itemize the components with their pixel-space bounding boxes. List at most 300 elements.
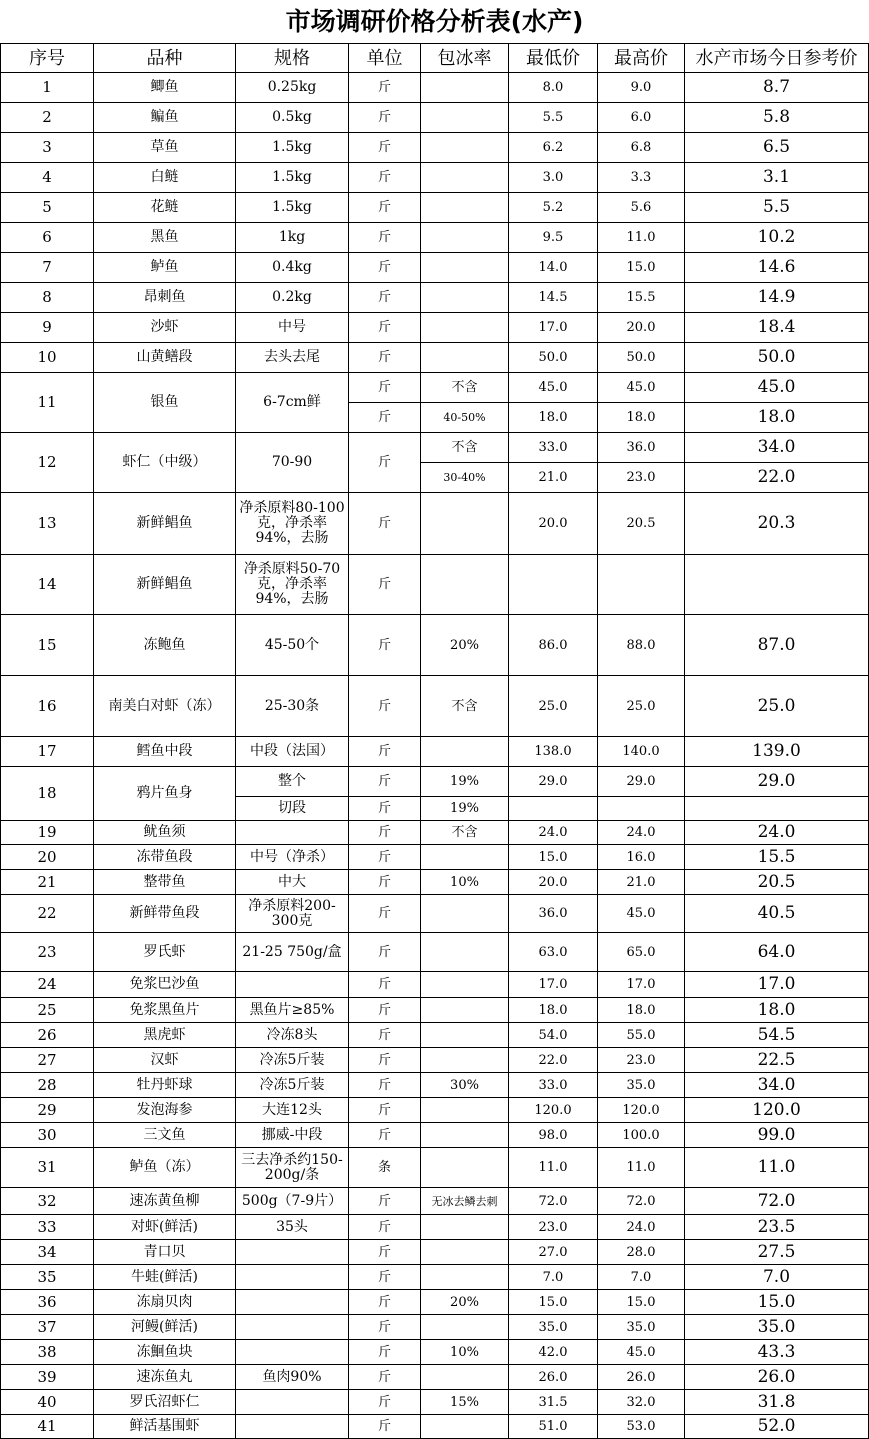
- spec-cell: [236, 821, 349, 845]
- ice-rate-cell: [421, 193, 509, 223]
- table-row: [1, 1188, 869, 1215]
- seq-cell: 10: [1, 343, 94, 373]
- max-price-cell: 11.0: [598, 223, 685, 253]
- max-price-cell: 17.0: [598, 972, 685, 998]
- header-unit: 单位: [349, 44, 421, 73]
- ice-rate-cell: [421, 1365, 509, 1390]
- spec-cell: 冷冻5斤装: [236, 1073, 349, 1098]
- ice-rate-cell: [421, 1123, 509, 1148]
- unit-cell: 斤: [349, 163, 421, 193]
- variety-cell: 鲈鱼: [94, 253, 236, 283]
- variety-cell: 青口贝: [94, 1240, 236, 1265]
- spec-cell: 净杀原料50-70克，净杀率94%，去肠: [236, 555, 349, 615]
- table-row: [1, 373, 869, 403]
- header-ref-price: 水产市场今日参考价: [685, 44, 869, 73]
- unit-cell: 斤: [349, 403, 421, 433]
- ice-rate-cell: [421, 493, 509, 555]
- unit-cell: 斤: [349, 1365, 421, 1390]
- spec-cell: 1.5kg: [236, 193, 349, 223]
- unit-cell: 斤: [349, 821, 421, 845]
- max-price-cell: 16.0: [598, 845, 685, 870]
- ref-price-cell: 40.5: [685, 895, 869, 933]
- ref-price-cell: 43.3: [685, 1340, 869, 1365]
- ref-price-cell: 7.0: [685, 1265, 869, 1290]
- min-price-cell: 33.0: [509, 433, 598, 463]
- spec-cell: 冷冻5斤装: [236, 1048, 349, 1073]
- min-price-cell: 20.0: [509, 870, 598, 895]
- ref-price-cell: 5.5: [685, 193, 869, 223]
- max-price-cell: 3.3: [598, 163, 685, 193]
- max-price-cell: 20.0: [598, 313, 685, 343]
- ice-rate-cell: [421, 1240, 509, 1265]
- ice-rate-cell: [421, 1023, 509, 1048]
- seq-cell: 33: [1, 1215, 94, 1240]
- unit-cell: 条: [349, 1148, 421, 1188]
- min-price-cell: 36.0: [509, 895, 598, 933]
- table-row: [1, 223, 869, 253]
- variety-cell: 罗氏沼虾仁: [94, 1390, 236, 1415]
- unit-cell: 斤: [349, 895, 421, 933]
- unit-cell: 斤: [349, 933, 421, 972]
- ice-rate-cell: [421, 253, 509, 283]
- min-price-cell: 33.0: [509, 1073, 598, 1098]
- min-price-cell: 120.0: [509, 1098, 598, 1123]
- table-row: [1, 313, 869, 343]
- seq-cell: 41: [1, 1415, 94, 1439]
- ice-rate-cell: [421, 895, 509, 933]
- seq-cell: 19: [1, 821, 94, 845]
- ice-rate-cell: 10%: [421, 1340, 509, 1365]
- ice-rate-cell: [421, 555, 509, 615]
- min-price-cell: 50.0: [509, 343, 598, 373]
- spec-cell: 挪威-中段: [236, 1123, 349, 1148]
- seq-cell: 28: [1, 1073, 94, 1098]
- ice-rate-cell: 不含: [421, 676, 509, 737]
- ref-price-cell: 31.8: [685, 1390, 869, 1415]
- seq-cell: 15: [1, 615, 94, 676]
- variety-cell: 银鱼: [94, 373, 236, 433]
- variety-cell: 免浆黑鱼片: [94, 998, 236, 1023]
- ref-price-cell: 15.0: [685, 1290, 869, 1315]
- spec-cell: [236, 1315, 349, 1340]
- variety-cell: 沙虾: [94, 313, 236, 343]
- table-row: [1, 555, 869, 615]
- max-price-cell: 11.0: [598, 1148, 685, 1188]
- min-price-cell: 86.0: [509, 615, 598, 676]
- ice-rate-cell: [421, 313, 509, 343]
- ice-rate-cell: 10%: [421, 870, 509, 895]
- max-price-cell: 15.5: [598, 283, 685, 313]
- table-row: [1, 615, 869, 676]
- ref-price-cell: 54.5: [685, 1023, 869, 1048]
- spec-cell: 25-30条: [236, 676, 349, 737]
- min-price-cell: 14.5: [509, 283, 598, 313]
- table-row: [1, 433, 869, 463]
- ice-rate-cell: [421, 223, 509, 253]
- spec-cell: 0.2kg: [236, 283, 349, 313]
- ice-rate-cell: [421, 133, 509, 163]
- variety-cell: 鲜活基围虾: [94, 1415, 236, 1439]
- max-price-cell: 55.0: [598, 1023, 685, 1048]
- ice-rate-cell: [421, 163, 509, 193]
- spec-cell: 大连12头: [236, 1098, 349, 1123]
- unit-cell: 斤: [349, 1098, 421, 1123]
- ref-price-cell: 11.0: [685, 1148, 869, 1188]
- seq-cell: 35: [1, 1265, 94, 1290]
- min-price-cell: 6.2: [509, 133, 598, 163]
- table-row: [1, 1290, 869, 1315]
- variety-cell: 冻带鱼段: [94, 845, 236, 870]
- ref-price-cell: 27.5: [685, 1240, 869, 1265]
- ref-price-cell: 34.0: [685, 1073, 869, 1098]
- spec-cell: [236, 1390, 349, 1415]
- unit-cell: 斤: [349, 1315, 421, 1340]
- max-price-cell: 45.0: [598, 1340, 685, 1365]
- ref-price-cell: [685, 797, 869, 821]
- spec-cell: [236, 1415, 349, 1439]
- table-row: [1, 1390, 869, 1415]
- spec-cell: 净杀原料200-300克: [236, 895, 349, 933]
- unit-cell: 斤: [349, 73, 421, 103]
- table-row: [1, 343, 869, 373]
- ref-price-cell: 50.0: [685, 343, 869, 373]
- max-price-cell: 23.0: [598, 1048, 685, 1073]
- spec-cell: [236, 1240, 349, 1265]
- unit-cell: 斤: [349, 493, 421, 555]
- max-price-cell: 100.0: [598, 1123, 685, 1148]
- spec-cell: 1kg: [236, 223, 349, 253]
- unit-cell: 斤: [349, 103, 421, 133]
- ref-price-cell: 24.0: [685, 821, 869, 845]
- ice-rate-cell: [421, 1048, 509, 1073]
- table-row: [1, 1315, 869, 1340]
- seq-cell: 8: [1, 283, 94, 313]
- spec-cell: 1.5kg: [236, 163, 349, 193]
- ref-price-cell: 139.0: [685, 737, 869, 767]
- seq-cell: 23: [1, 933, 94, 972]
- max-price-cell: [598, 797, 685, 821]
- variety-cell: 黑虎虾: [94, 1023, 236, 1048]
- ice-rate-cell: [421, 1098, 509, 1123]
- spec-cell: 整个: [236, 767, 349, 797]
- unit-cell: 斤: [349, 845, 421, 870]
- spec-cell: [236, 1340, 349, 1365]
- ref-price-cell: 6.5: [685, 133, 869, 163]
- header-seq: 序号: [1, 44, 94, 73]
- spec-cell: [236, 972, 349, 998]
- min-price-cell: 5.5: [509, 103, 598, 133]
- max-price-cell: 32.0: [598, 1390, 685, 1415]
- sheet-title: 市场调研价格分析表(水产): [285, 7, 584, 36]
- ref-price-cell: 8.7: [685, 73, 869, 103]
- seq-cell: 32: [1, 1188, 94, 1215]
- max-price-cell: 35.0: [598, 1073, 685, 1098]
- unit-cell: 斤: [349, 1390, 421, 1415]
- table-row: [1, 767, 869, 797]
- ice-rate-cell: [421, 845, 509, 870]
- seq-cell: 39: [1, 1365, 94, 1390]
- max-price-cell: 20.5: [598, 493, 685, 555]
- seq-cell: 30: [1, 1123, 94, 1148]
- min-price-cell: 27.0: [509, 1240, 598, 1265]
- ice-rate-cell: 40-50%: [421, 403, 509, 433]
- max-price-cell: 6.8: [598, 133, 685, 163]
- unit-cell: 斤: [349, 797, 421, 821]
- ice-rate-cell: 19%: [421, 797, 509, 821]
- max-price-cell: 9.0: [598, 73, 685, 103]
- table-row: [1, 73, 869, 103]
- price-table: [0, 43, 869, 1439]
- unit-cell: 斤: [349, 1123, 421, 1148]
- max-price-cell: 21.0: [598, 870, 685, 895]
- min-price-cell: 35.0: [509, 1315, 598, 1340]
- ice-rate-cell: [421, 737, 509, 767]
- unit-cell: 斤: [349, 737, 421, 767]
- unit-cell: 斤: [349, 615, 421, 676]
- min-price-cell: 98.0: [509, 1123, 598, 1148]
- unit-cell: 斤: [349, 283, 421, 313]
- table-row: [1, 1098, 869, 1123]
- min-price-cell: 23.0: [509, 1215, 598, 1240]
- header-row: [1, 44, 869, 73]
- max-price-cell: 140.0: [598, 737, 685, 767]
- unit-cell: 斤: [349, 1290, 421, 1315]
- min-price-cell: 17.0: [509, 972, 598, 998]
- max-price-cell: 15.0: [598, 253, 685, 283]
- ref-price-cell: 35.0: [685, 1315, 869, 1340]
- table-row: [1, 1048, 869, 1073]
- min-price-cell: 63.0: [509, 933, 598, 972]
- ice-rate-cell: 无冰去鳞去刺: [421, 1188, 509, 1215]
- seq-cell: 9: [1, 313, 94, 343]
- min-price-cell: [509, 555, 598, 615]
- ref-price-cell: 17.0: [685, 972, 869, 998]
- seq-cell: 11: [1, 373, 94, 433]
- unit-cell: 斤: [349, 1240, 421, 1265]
- spec-cell: 中号: [236, 313, 349, 343]
- ice-rate-cell: [421, 1265, 509, 1290]
- unit-cell: 斤: [349, 133, 421, 163]
- ref-price-cell: 14.9: [685, 283, 869, 313]
- variety-cell: 草鱼: [94, 133, 236, 163]
- spec-cell: 中号（净杀）: [236, 845, 349, 870]
- ice-rate-cell: [421, 1148, 509, 1188]
- header-ice-rate: 包冰率: [421, 44, 509, 73]
- table-row: [1, 1240, 869, 1265]
- spec-cell: 鱼肉90%: [236, 1365, 349, 1390]
- ref-price-cell: 34.0: [685, 433, 869, 463]
- spec-cell: 0.4kg: [236, 253, 349, 283]
- spec-cell: 三去净杀约150-200g/条: [236, 1148, 349, 1188]
- min-price-cell: 45.0: [509, 373, 598, 403]
- max-price-cell: 18.0: [598, 403, 685, 433]
- seq-cell: 18: [1, 767, 94, 821]
- spec-cell: 净杀原料80-100克，净杀率94%，去肠: [236, 493, 349, 555]
- max-price-cell: 7.0: [598, 1265, 685, 1290]
- ref-price-cell: 22.0: [685, 463, 869, 493]
- variety-cell: 冻扇贝肉: [94, 1290, 236, 1315]
- spec-cell: [236, 1290, 349, 1315]
- ice-rate-cell: 30%: [421, 1073, 509, 1098]
- seq-cell: 17: [1, 737, 94, 767]
- variety-cell: 对虾(鲜活): [94, 1215, 236, 1240]
- table-row: [1, 133, 869, 163]
- ref-price-cell: 15.5: [685, 845, 869, 870]
- ice-rate-cell: [421, 283, 509, 313]
- unit-cell: 斤: [349, 253, 421, 283]
- ref-price-cell: 120.0: [685, 1098, 869, 1123]
- seq-cell: 34: [1, 1240, 94, 1265]
- variety-cell: 整带鱼: [94, 870, 236, 895]
- max-price-cell: 36.0: [598, 433, 685, 463]
- ice-rate-cell: 15%: [421, 1390, 509, 1415]
- variety-cell: 昂刺鱼: [94, 283, 236, 313]
- table-row: [1, 163, 869, 193]
- min-price-cell: 5.2: [509, 193, 598, 223]
- seq-cell: 20: [1, 845, 94, 870]
- table-row: [1, 1365, 869, 1390]
- variety-cell: 新鲜带鱼段: [94, 895, 236, 933]
- seq-cell: 1: [1, 73, 94, 103]
- ref-price-cell: 64.0: [685, 933, 869, 972]
- spec-cell: 中段（法国）: [236, 737, 349, 767]
- spec-cell: 0.25kg: [236, 73, 349, 103]
- max-price-cell: 72.0: [598, 1188, 685, 1215]
- seq-cell: 25: [1, 998, 94, 1023]
- spec-cell: 黑鱼片≥85%: [236, 998, 349, 1023]
- unit-cell: 斤: [349, 767, 421, 797]
- seq-cell: 4: [1, 163, 94, 193]
- ice-rate-cell: 不含: [421, 373, 509, 403]
- unit-cell: 斤: [349, 1415, 421, 1439]
- min-price-cell: 25.0: [509, 676, 598, 737]
- ice-rate-cell: [421, 1415, 509, 1439]
- seq-cell: 7: [1, 253, 94, 283]
- table-row: [1, 895, 869, 933]
- table-row: [1, 821, 869, 845]
- min-price-cell: 18.0: [509, 998, 598, 1023]
- variety-cell: 鳕鱼中段: [94, 737, 236, 767]
- table-row: [1, 998, 869, 1023]
- ice-rate-cell: 20%: [421, 1290, 509, 1315]
- seq-cell: 16: [1, 676, 94, 737]
- ice-rate-cell: [421, 972, 509, 998]
- ref-price-cell: 18.0: [685, 403, 869, 433]
- ref-price-cell: 72.0: [685, 1188, 869, 1215]
- spec-cell: 去头去尾: [236, 343, 349, 373]
- ref-price-cell: 20.3: [685, 493, 869, 555]
- header-min-price: 最低价: [509, 44, 598, 73]
- ice-rate-cell: [421, 933, 509, 972]
- ice-rate-cell: [421, 1215, 509, 1240]
- seq-cell: 40: [1, 1390, 94, 1415]
- min-price-cell: 22.0: [509, 1048, 598, 1073]
- seq-cell: 21: [1, 870, 94, 895]
- ref-price-cell: 29.0: [685, 767, 869, 797]
- variety-cell: 鲫鱼: [94, 73, 236, 103]
- table-row: [1, 1148, 869, 1188]
- max-price-cell: 53.0: [598, 1415, 685, 1439]
- ref-price-cell: 25.0: [685, 676, 869, 737]
- unit-cell: 斤: [349, 555, 421, 615]
- unit-cell: 斤: [349, 193, 421, 223]
- max-price-cell: 24.0: [598, 821, 685, 845]
- unit-cell: 斤: [349, 972, 421, 998]
- table-row: [1, 1340, 869, 1365]
- min-price-cell: 9.5: [509, 223, 598, 253]
- variety-cell: 冻鲍鱼: [94, 615, 236, 676]
- min-price-cell: 11.0: [509, 1148, 598, 1188]
- ice-rate-cell: 20%: [421, 615, 509, 676]
- ice-rate-cell: 30-40%: [421, 463, 509, 493]
- ice-rate-cell: [421, 103, 509, 133]
- max-price-cell: 65.0: [598, 933, 685, 972]
- unit-cell: 斤: [349, 870, 421, 895]
- min-price-cell: 8.0: [509, 73, 598, 103]
- min-price-cell: 21.0: [509, 463, 598, 493]
- unit-cell: 斤: [349, 223, 421, 253]
- table-row: [1, 193, 869, 223]
- variety-cell: 新鲜鲳鱼: [94, 555, 236, 615]
- spec-cell: 1.5kg: [236, 133, 349, 163]
- min-price-cell: 20.0: [509, 493, 598, 555]
- variety-cell: 速冻黄鱼柳: [94, 1188, 236, 1215]
- header-spec: 规格: [236, 44, 349, 73]
- ref-price-cell: 23.5: [685, 1215, 869, 1240]
- spec-cell: 21-25 750g/盒: [236, 933, 349, 972]
- unit-cell: 斤: [349, 1048, 421, 1073]
- min-price-cell: 18.0: [509, 403, 598, 433]
- min-price-cell: 72.0: [509, 1188, 598, 1215]
- unit-cell: 斤: [349, 998, 421, 1023]
- variety-cell: 三文鱼: [94, 1123, 236, 1148]
- ice-rate-cell: [421, 343, 509, 373]
- unit-cell: 斤: [349, 1265, 421, 1290]
- ice-rate-cell: [421, 1315, 509, 1340]
- max-price-cell: 35.0: [598, 1315, 685, 1340]
- variety-cell: 免浆巴沙鱼: [94, 972, 236, 998]
- min-price-cell: 29.0: [509, 767, 598, 797]
- header-variety: 品种: [94, 44, 236, 73]
- seq-cell: 6: [1, 223, 94, 253]
- seq-cell: 24: [1, 972, 94, 998]
- ref-price-cell: 52.0: [685, 1415, 869, 1439]
- max-price-cell: 5.6: [598, 193, 685, 223]
- unit-cell: 斤: [349, 1073, 421, 1098]
- ice-rate-cell: 不含: [421, 821, 509, 845]
- variety-cell: 鱿鱼须: [94, 821, 236, 845]
- header-max-price: 最高价: [598, 44, 685, 73]
- table-row: [1, 676, 869, 737]
- variety-cell: 发泡海参: [94, 1098, 236, 1123]
- variety-cell: 牛蛙(鲜活): [94, 1265, 236, 1290]
- ref-price-cell: [685, 555, 869, 615]
- max-price-cell: 24.0: [598, 1215, 685, 1240]
- unit-cell: 斤: [349, 1340, 421, 1365]
- max-price-cell: 29.0: [598, 767, 685, 797]
- min-price-cell: 54.0: [509, 1023, 598, 1048]
- seq-cell: 22: [1, 895, 94, 933]
- ref-price-cell: 5.8: [685, 103, 869, 133]
- table-row: [1, 1415, 869, 1439]
- min-price-cell: 24.0: [509, 821, 598, 845]
- min-price-cell: 138.0: [509, 737, 598, 767]
- min-price-cell: 3.0: [509, 163, 598, 193]
- ref-price-cell: 10.2: [685, 223, 869, 253]
- table-row: [1, 972, 869, 998]
- min-price-cell: [509, 797, 598, 821]
- spec-cell: [236, 1265, 349, 1290]
